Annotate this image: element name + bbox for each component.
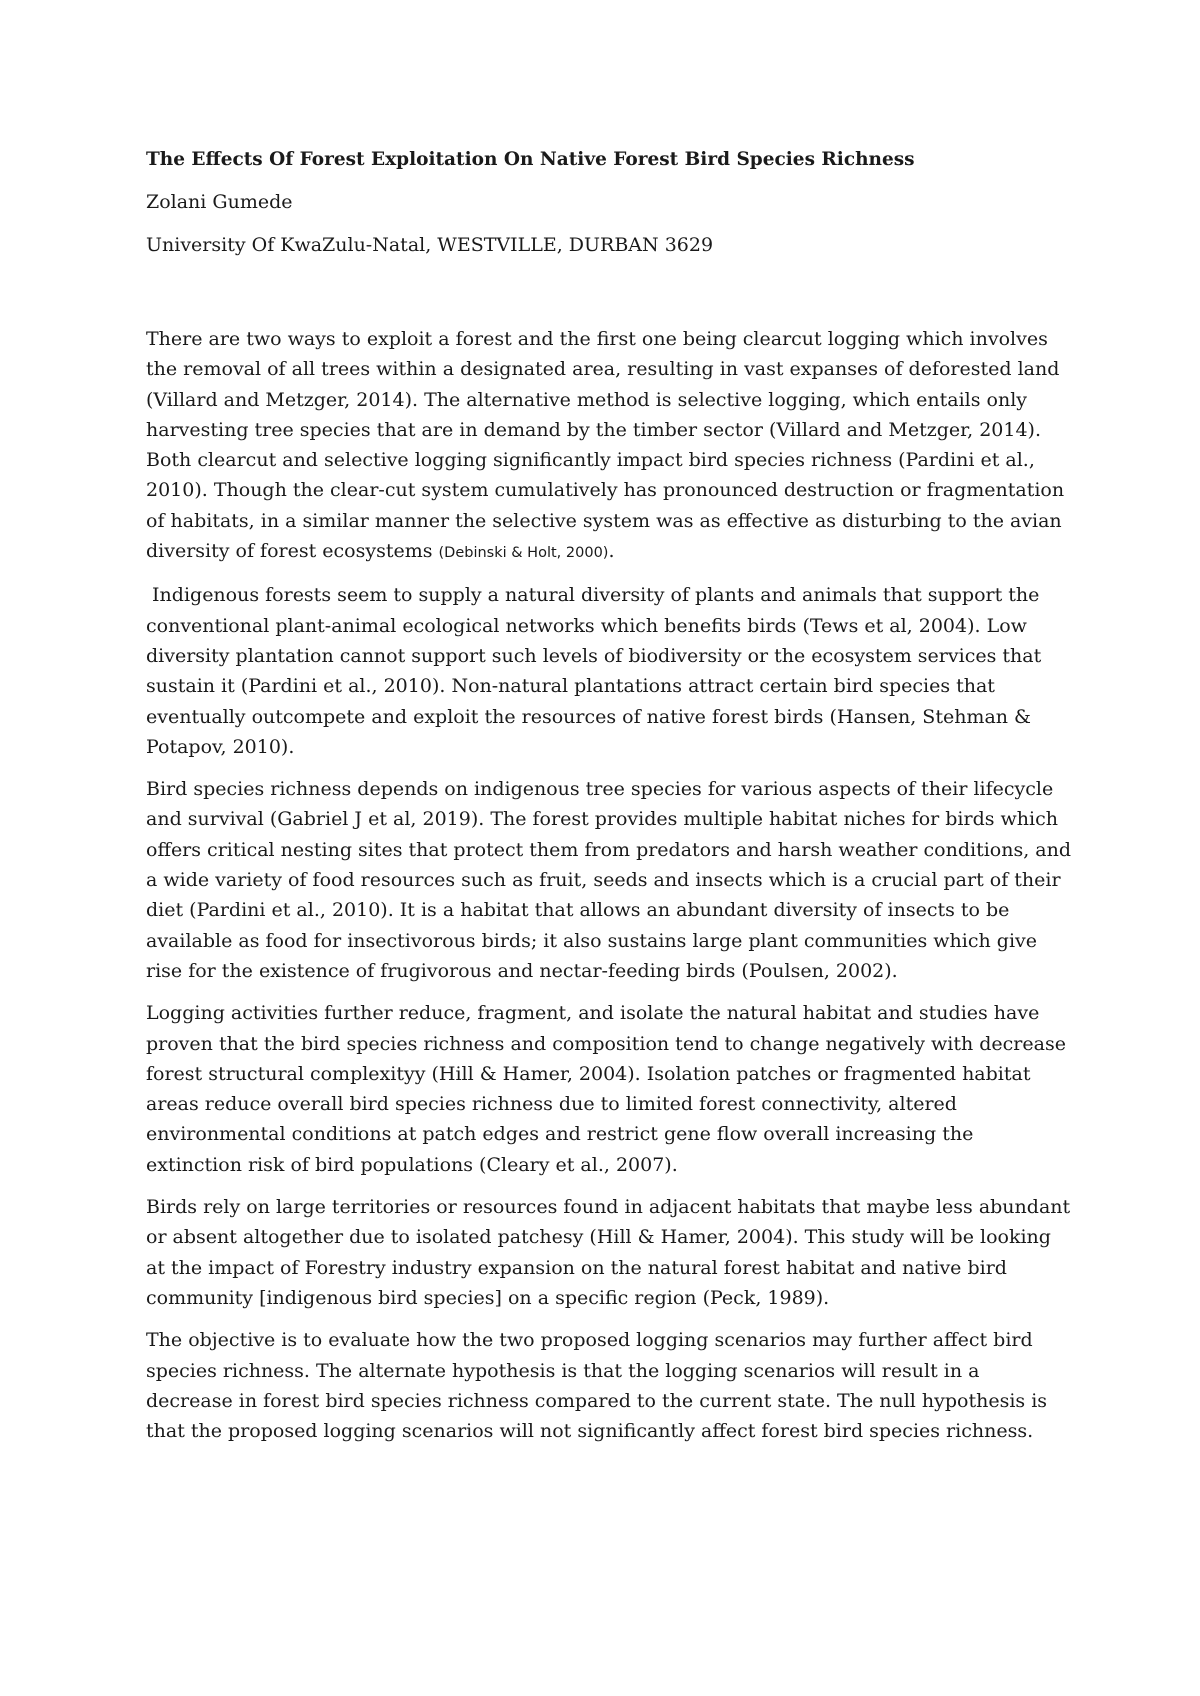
paragraph-5: Birds rely on large territories or resources found in adjacent habitats that maybe less abundant or absent altogether due to isolated patchesy (Hill & Hamer, 2004). This study will be looking at the impact of Forestry industry expansion on the natural forest habitat and native bird community [indigenous bird species] on a specific region (Peck, 1989). bbox=[146, 1196, 1071, 1309]
author-name: Zolani Gumede bbox=[146, 191, 293, 213]
paragraph-1 bbox=[146, 324, 1071, 568]
paragraph-2: Indigenous forests seem to supply a natural diversity of plants and animals that support the conventional plant-animal ecological networks which benefits birds (Tews et al, 2004). Low diversity plantation cannot support such levels of biodiversity or the ecosystem services that sustain it (Pardini et al., 2010). Non-natural plantations attract certain bird species that eventually outcompete and exploit the resources of native forest birds (Hansen, Stehman & Potapov, 2010). bbox=[146, 584, 1042, 758]
paragraph-1-citation: (Debinski & Holt, 2000) bbox=[438, 545, 609, 562]
document-page bbox=[146, 146, 1071, 1458]
paragraph-3: Bird species richness depends on indigenous tree species for various aspects of their lifecycle and survival (Gabriel J et al, 2019). The forest provides multiple habitat niches for birds which offers critical nesting sites that protect them from predators and harsh weather conditions, and a wide variety of food resources such as fruit, seeds and insects which is a crucial part of their diet (Pardini et al., 2010). It is a habitat that allows an abundant diversity of insects to be available as food for insectivorous birds; it also sustains large plant communities which give rise for the existence of frugivorous and nectar-feeding birds (Poulsen, 2002). bbox=[146, 778, 1072, 982]
paragraph-4: Logging activities further reduce, fragment, and isolate the natural habitat and studies have proven that the bird species richness and composition tend to change negatively with decrease forest structural complexityy (Hill & Hamer, 2004). Isolation patches or fragmented habitat areas reduce overall bird species richness due to limited forest connectivity, altered environmental conditions at patch edges and restrict gene flow overall increasing the extinction risk of bird populations (Cleary et al., 2007). bbox=[146, 1002, 1066, 1176]
paragraph-1-end: . bbox=[608, 540, 615, 563]
author-affiliation: University Of KwaZulu-Natal, WESTVILLE, DURBAN 3629 bbox=[146, 234, 714, 256]
document-title: The Effects Of Forest Exploitation On Native Forest Bird Species Richness bbox=[146, 149, 915, 170]
paragraph-1-text: There are two ways to exploit a forest and the first one being clearcut logging which involves the removal of all trees within a designated area, resulting in vast expanses of deforested land (Villard and Metzger, 2014). The alternative method is selective logging, which entails only harvesting tree species that are in demand by the timber sector (Villard and Metzger, 2014). Both clearcut and selective logging significantly impact bird species richness (Pardini et al., 2010). Though the clear-cut system cumulatively has pronounced destruction or fragmentation of habitats, in a similar manner the selective system was as effective as disturbing to the avian diversity of forest ecosystems bbox=[146, 328, 1065, 563]
paragraph-6: The objective is to evaluate how the two proposed logging scenarios may further affect bird species richness. The alternate hypothesis is that the logging scenarios will result in a decrease in forest bird species richness compared to the current state. The null hypothesis is that the proposed logging scenarios will not significantly affect forest bird species richness. bbox=[146, 1329, 1048, 1443]
